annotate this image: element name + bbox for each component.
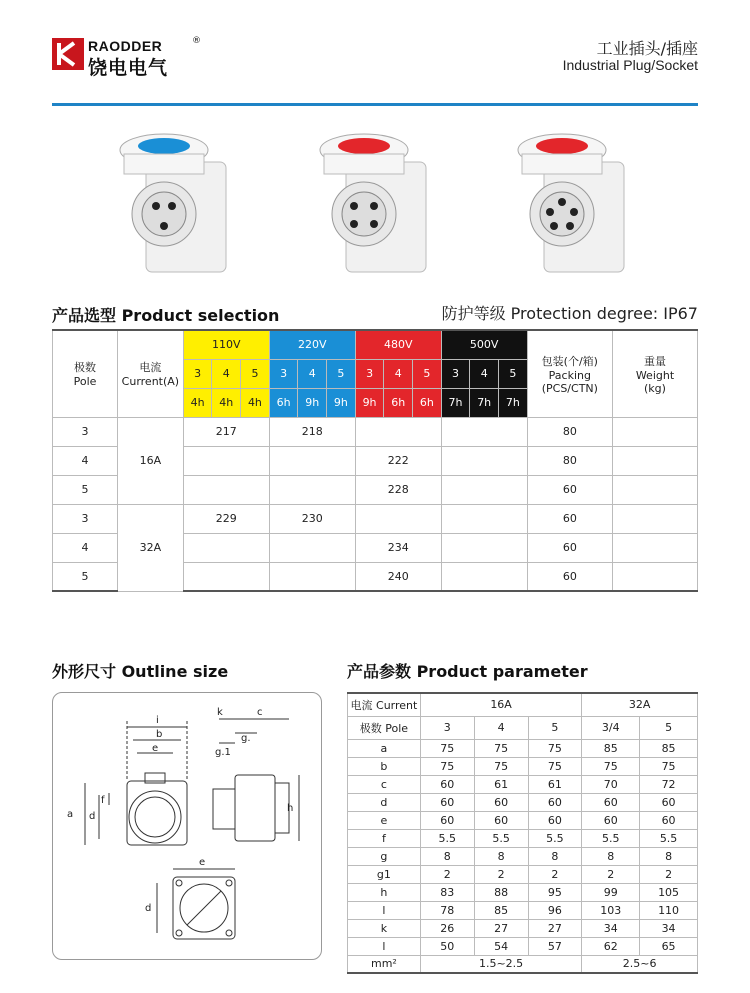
hour-cell: 9h: [327, 388, 356, 417]
param-cell: 54: [474, 937, 528, 955]
packing-value: 60: [527, 562, 612, 591]
param-cell: 34: [582, 919, 640, 937]
pole-value: 5: [640, 716, 698, 739]
header-weight: 重量 Weight (kg): [612, 330, 697, 417]
param-cell: 2: [528, 865, 582, 883]
table-row: [348, 865, 698, 883]
param-cell: 60: [420, 793, 474, 811]
table-row: [348, 937, 698, 955]
brand-logo: [52, 38, 202, 78]
param-cell: 70: [582, 775, 640, 793]
pole-value: 3/4: [582, 716, 640, 739]
model-110v: [183, 533, 269, 562]
param-cell: 78: [420, 901, 474, 919]
dim-label-g1: g.1: [215, 747, 231, 758]
current-32a: 32A: [582, 693, 698, 716]
parameter-title: 产品参数 Product parameter: [347, 662, 588, 681]
param-cell: 75: [474, 757, 528, 775]
hour-cell: 7h: [441, 388, 470, 417]
param-cell: 65: [640, 937, 698, 955]
weight-value: [612, 562, 697, 591]
pole-value: 3: [420, 716, 474, 739]
pole-cell: 4: [470, 359, 499, 388]
pole-value: 5: [53, 475, 118, 504]
packing-value: 60: [527, 475, 612, 504]
model-500v: [441, 475, 527, 504]
voltage-110v: 110V: [183, 330, 269, 359]
header-current: 电流 Current(A): [117, 330, 183, 417]
param-cell: 75: [528, 739, 582, 757]
model-220v: 218: [269, 417, 355, 446]
param-cell: 60: [528, 793, 582, 811]
voltage-480v: 480V: [355, 330, 441, 359]
weight-value: [612, 533, 697, 562]
param-key: f: [348, 829, 421, 847]
model-220v: [269, 446, 355, 475]
param-key: g: [348, 847, 421, 865]
weight-value: [612, 504, 697, 533]
weight-value: [612, 446, 697, 475]
selection-title: 产品选型 Product selection: [52, 306, 280, 325]
hour-cell: 6h: [413, 388, 442, 417]
param-key: a: [348, 739, 421, 757]
selection-table: [52, 329, 698, 592]
param-cell: 83: [420, 883, 474, 901]
voltage-500v: 500V: [441, 330, 527, 359]
model-500v: [441, 417, 527, 446]
param-cell: 5.5: [420, 829, 474, 847]
model-500v: [441, 533, 527, 562]
table-row: [348, 955, 698, 973]
pole-cell: 5: [499, 359, 528, 388]
param-cell: 2: [420, 865, 474, 883]
model-110v: 229: [183, 504, 269, 533]
param-cell: 72: [640, 775, 698, 793]
param-cell: 103: [582, 901, 640, 919]
pole-value: 3: [53, 417, 118, 446]
param-cell: 99: [582, 883, 640, 901]
dim-label-f: f: [101, 795, 105, 806]
model-500v: [441, 504, 527, 533]
model-110v: [183, 446, 269, 475]
param-cell: 95: [528, 883, 582, 901]
dim-label-a: a: [67, 809, 74, 820]
table-row: [348, 775, 698, 793]
param-key: c: [348, 775, 421, 793]
hour-cell: 7h: [470, 388, 499, 417]
param-cell: 75: [528, 757, 582, 775]
param-cell: 75: [474, 739, 528, 757]
param-cell: 26: [420, 919, 474, 937]
brand-mark-icon: [52, 38, 84, 70]
current-label: 电流 Current: [348, 693, 421, 716]
table-row: [348, 693, 698, 716]
param-cell: 75: [640, 757, 698, 775]
current-16a: 16A: [420, 693, 581, 716]
model-500v: [441, 446, 527, 475]
hour-cell: 4h: [183, 388, 212, 417]
model-480v: [355, 417, 441, 446]
table-row: [348, 829, 698, 847]
mm-label: mm²: [348, 955, 421, 973]
param-cell: 105: [640, 883, 698, 901]
table-row: [348, 811, 698, 829]
table-row: [348, 716, 698, 739]
param-key: e: [348, 811, 421, 829]
pole-value: 4: [474, 716, 528, 739]
param-cell: 61: [528, 775, 582, 793]
current-value: 32A: [117, 504, 183, 591]
table-row: [348, 901, 698, 919]
param-cell: 60: [582, 793, 640, 811]
param-cell: 60: [528, 811, 582, 829]
header-packing: 包装(个/箱) Packing (PCS/CTN): [527, 330, 612, 417]
param-cell: 8: [640, 847, 698, 865]
param-cell: 8: [474, 847, 528, 865]
pole-value: 4: [53, 533, 118, 562]
param-cell: 57: [528, 937, 582, 955]
model-220v: [269, 562, 355, 591]
dim-label-e: e: [152, 743, 159, 754]
param-cell: 110: [640, 901, 698, 919]
model-480v: [355, 504, 441, 533]
header-pole: 极数 Pole: [53, 330, 118, 417]
pole-cell: 3: [441, 359, 470, 388]
hour-cell: 6h: [269, 388, 298, 417]
product-image-red-socket-4pin: [316, 128, 428, 276]
weight-value: [612, 475, 697, 504]
voltage-220v: 220V: [269, 330, 355, 359]
param-cell: 34: [640, 919, 698, 937]
pole-cell: 5: [241, 359, 270, 388]
pole-cell: 3: [355, 359, 384, 388]
page-title-cn: 工业插头/插座: [596, 39, 698, 58]
hour-cell: 6h: [384, 388, 413, 417]
dim-label-b: b: [156, 729, 163, 740]
parameter-table: [347, 692, 698, 974]
model-220v: [269, 533, 355, 562]
product-image-blue-socket: [116, 128, 228, 276]
param-cell: 60: [420, 775, 474, 793]
table-row: [348, 847, 698, 865]
model-500v: [441, 562, 527, 591]
model-110v: [183, 562, 269, 591]
dim-label-d: d: [89, 811, 96, 822]
brand-name-cn: 饶电电气: [88, 57, 169, 79]
dim-label-k: k: [217, 707, 223, 718]
pole-cell: 4: [212, 359, 241, 388]
model-110v: 217: [183, 417, 269, 446]
param-cell: 60: [640, 793, 698, 811]
model-480v: 240: [355, 562, 441, 591]
pole-value: 3: [53, 504, 118, 533]
current-value: 16A: [117, 417, 183, 504]
param-cell: 5.5: [474, 829, 528, 847]
mm-32a: 2.5~6: [582, 955, 698, 973]
param-key: l: [348, 937, 421, 955]
param-cell: 2: [474, 865, 528, 883]
product-image-red-socket-5pin: [514, 128, 626, 276]
param-cell: 96: [528, 901, 582, 919]
param-cell: 75: [420, 757, 474, 775]
model-480v: 234: [355, 533, 441, 562]
hour-cell: 4h: [241, 388, 270, 417]
param-key: h: [348, 883, 421, 901]
outline-diagram: [52, 692, 322, 960]
param-key: k: [348, 919, 421, 937]
pole-label: 极数 Pole: [348, 716, 421, 739]
dim-label-e2: e: [199, 857, 206, 868]
pole-cell: 5: [413, 359, 442, 388]
dim-label-c: c: [257, 707, 263, 718]
table-row: [348, 757, 698, 775]
brand-name-en: RAODDER: [88, 38, 163, 54]
packing-value: 60: [527, 533, 612, 562]
packing-value: 80: [527, 417, 612, 446]
param-cell: 27: [528, 919, 582, 937]
param-key: d: [348, 793, 421, 811]
param-cell: 60: [582, 811, 640, 829]
pole-cell: 4: [298, 359, 327, 388]
param-key: l: [348, 901, 421, 919]
param-cell: 75: [420, 739, 474, 757]
outline-title: 外形尺寸 Outline size: [52, 662, 229, 681]
hour-cell: 4h: [212, 388, 241, 417]
dim-label-g: g.: [241, 733, 251, 744]
hour-cell: 9h: [298, 388, 327, 417]
hour-cell: 7h: [499, 388, 528, 417]
param-cell: 5.5: [640, 829, 698, 847]
param-cell: 5.5: [582, 829, 640, 847]
dim-label-h: h: [287, 803, 294, 814]
model-220v: 230: [269, 504, 355, 533]
param-cell: 61: [474, 775, 528, 793]
page-title-en: Industrial Plug/Socket: [562, 57, 698, 73]
pole-cell: 5: [327, 359, 356, 388]
param-cell: 75: [582, 757, 640, 775]
brand-registered-mark: ®: [192, 36, 201, 46]
table-row: [53, 504, 698, 533]
param-cell: 5.5: [528, 829, 582, 847]
packing-value: 60: [527, 504, 612, 533]
param-cell: 85: [640, 739, 698, 757]
weight-value: [612, 417, 697, 446]
model-110v: [183, 475, 269, 504]
pole-value: 5: [528, 716, 582, 739]
param-cell: 8: [420, 847, 474, 865]
table-row: [53, 417, 698, 446]
param-cell: 8: [582, 847, 640, 865]
table-row: [348, 883, 698, 901]
param-cell: 2: [582, 865, 640, 883]
param-cell: 60: [474, 793, 528, 811]
pole-cell: 3: [269, 359, 298, 388]
model-480v: 228: [355, 475, 441, 504]
param-cell: 50: [420, 937, 474, 955]
param-cell: 8: [528, 847, 582, 865]
table-row: [348, 919, 698, 937]
param-key: b: [348, 757, 421, 775]
model-220v: [269, 475, 355, 504]
param-cell: 85: [582, 739, 640, 757]
param-cell: 85: [474, 901, 528, 919]
dim-label-d2: d: [145, 903, 152, 914]
param-cell: 2: [640, 865, 698, 883]
pole-cell: 3: [183, 359, 212, 388]
model-480v: 222: [355, 446, 441, 475]
header-divider: [52, 103, 698, 106]
param-cell: 62: [582, 937, 640, 955]
packing-value: 80: [527, 446, 612, 475]
param-cell: 88: [474, 883, 528, 901]
param-cell: 60: [474, 811, 528, 829]
mm-16a: 1.5~2.5: [420, 955, 581, 973]
pole-value: 5: [53, 562, 118, 591]
table-row: [348, 739, 698, 757]
param-cell: 60: [640, 811, 698, 829]
protection-degree: 防护等级 Protection degree: IP67: [441, 304, 698, 323]
pole-value: 4: [53, 446, 118, 475]
pole-cell: 4: [384, 359, 413, 388]
param-key: g1: [348, 865, 421, 883]
param-cell: 60: [420, 811, 474, 829]
hour-cell: 9h: [355, 388, 384, 417]
dim-label-i: i: [156, 715, 159, 726]
table-row: [348, 793, 698, 811]
param-cell: 27: [474, 919, 528, 937]
